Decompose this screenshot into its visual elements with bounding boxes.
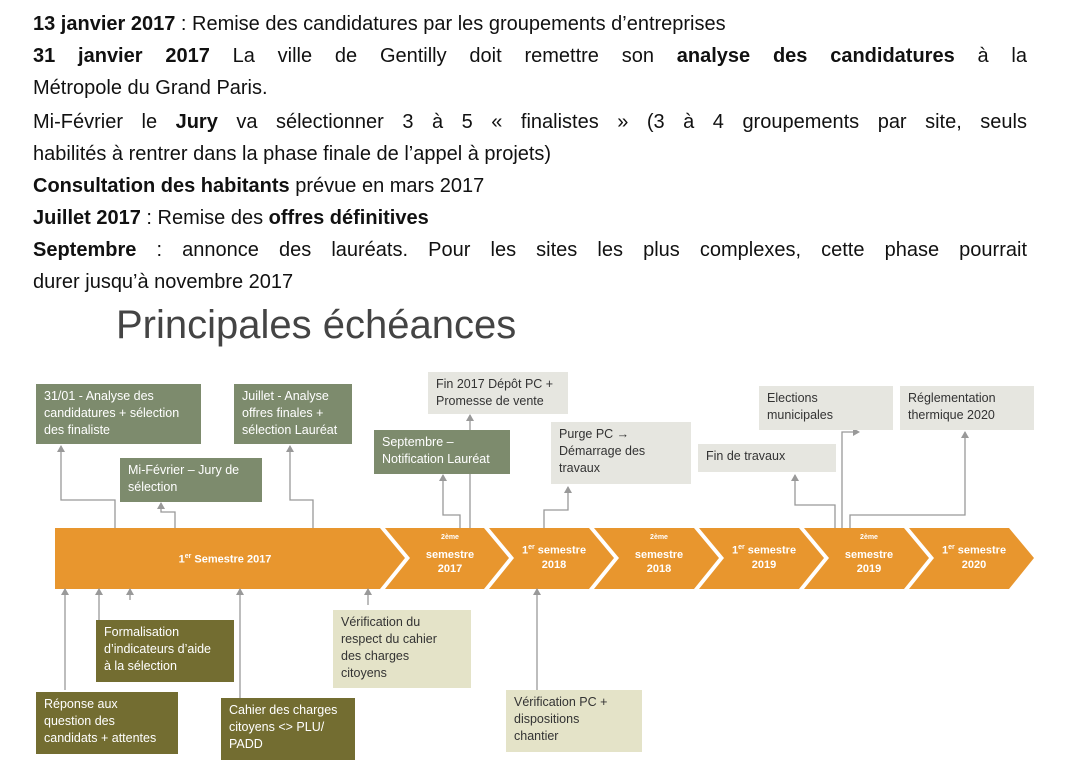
line-8: Septembre : annonce des lauréats. Pour les sites les plus complexes, cette phase pourrait	[33, 239, 1027, 261]
line-2: 31 janvier 2017 La ville de Gentilly doit remettre son analyse des candidatures à la	[33, 45, 1027, 67]
box-cahier-charges: Cahier des charges citoyens <> PLU/ PADD	[221, 698, 355, 760]
box-purge-pc: Purge PC → Démarrage des travaux	[551, 422, 691, 484]
box-analyse-candidatures: 31/01 - Analyse des candidatures + sélection des finaliste	[36, 384, 201, 444]
segment-label-3: 1er semestre 2018	[521, 544, 587, 571]
line-4: Mi-Février le Jury va sélectionner 3 à 5 « finalistes » (3 à 4 groupements par site, seuls	[33, 111, 1027, 133]
box-elections: Elections municipales	[759, 386, 893, 430]
segment-label-5: 1er semestre 2019	[731, 544, 797, 571]
segment-label-1: 1er Semestre 2017	[178, 553, 272, 566]
box-juillet-analyse: Juillet - Analyse offres finales + sélection Lauréat	[234, 384, 352, 444]
line-3: Métropole du Grand Paris.	[33, 77, 268, 99]
line-6: Consultation des habitants prévue en mars 2017	[33, 175, 485, 197]
box-verification-pc: Vérification PC + dispositions chantier	[506, 690, 642, 752]
segment-label-7: 1er semestre 2020	[941, 544, 1007, 571]
box-reponse: Réponse aux question des candidats + attentes	[36, 692, 178, 754]
box-reglementation: Réglementation thermique 2020	[900, 386, 1034, 430]
line-5: habilités à rentrer dans la phase finale de l’appel à projets)	[33, 143, 552, 165]
line-7: Juillet 2017 : Remise des offres définitives	[33, 207, 429, 229]
box-formalisation: Formalisation d’indicateurs d’aide à la sélection	[96, 620, 234, 682]
box-depot-pc: Fin 2017 Dépôt PC + Promesse de vente	[428, 372, 568, 414]
box-verification-cahier: Vérification du respect du cahier des charges citoyens	[333, 610, 471, 688]
box-fin-travaux: Fin de travaux	[698, 444, 836, 472]
line-9: durer jusqu’à novembre 2017	[33, 271, 294, 293]
line-1: 13 janvier 2017 : Remise des candidatures par les groupements d’entreprises	[33, 13, 726, 35]
box-septembre-notification: Septembre – Notification Lauréat	[374, 430, 510, 474]
segment-label-2: $^{2ème}$ semestre 2017	[425, 534, 475, 575]
segment-label-4: $^{2ème}$ semestre 2018	[634, 534, 684, 575]
diagram-title: Principales échéances	[116, 303, 517, 347]
box-jury-selection: Mi-Février – Jury de sélection	[120, 458, 262, 502]
segment-label-6: $^{2ème}$ semestre 2019	[844, 534, 894, 575]
